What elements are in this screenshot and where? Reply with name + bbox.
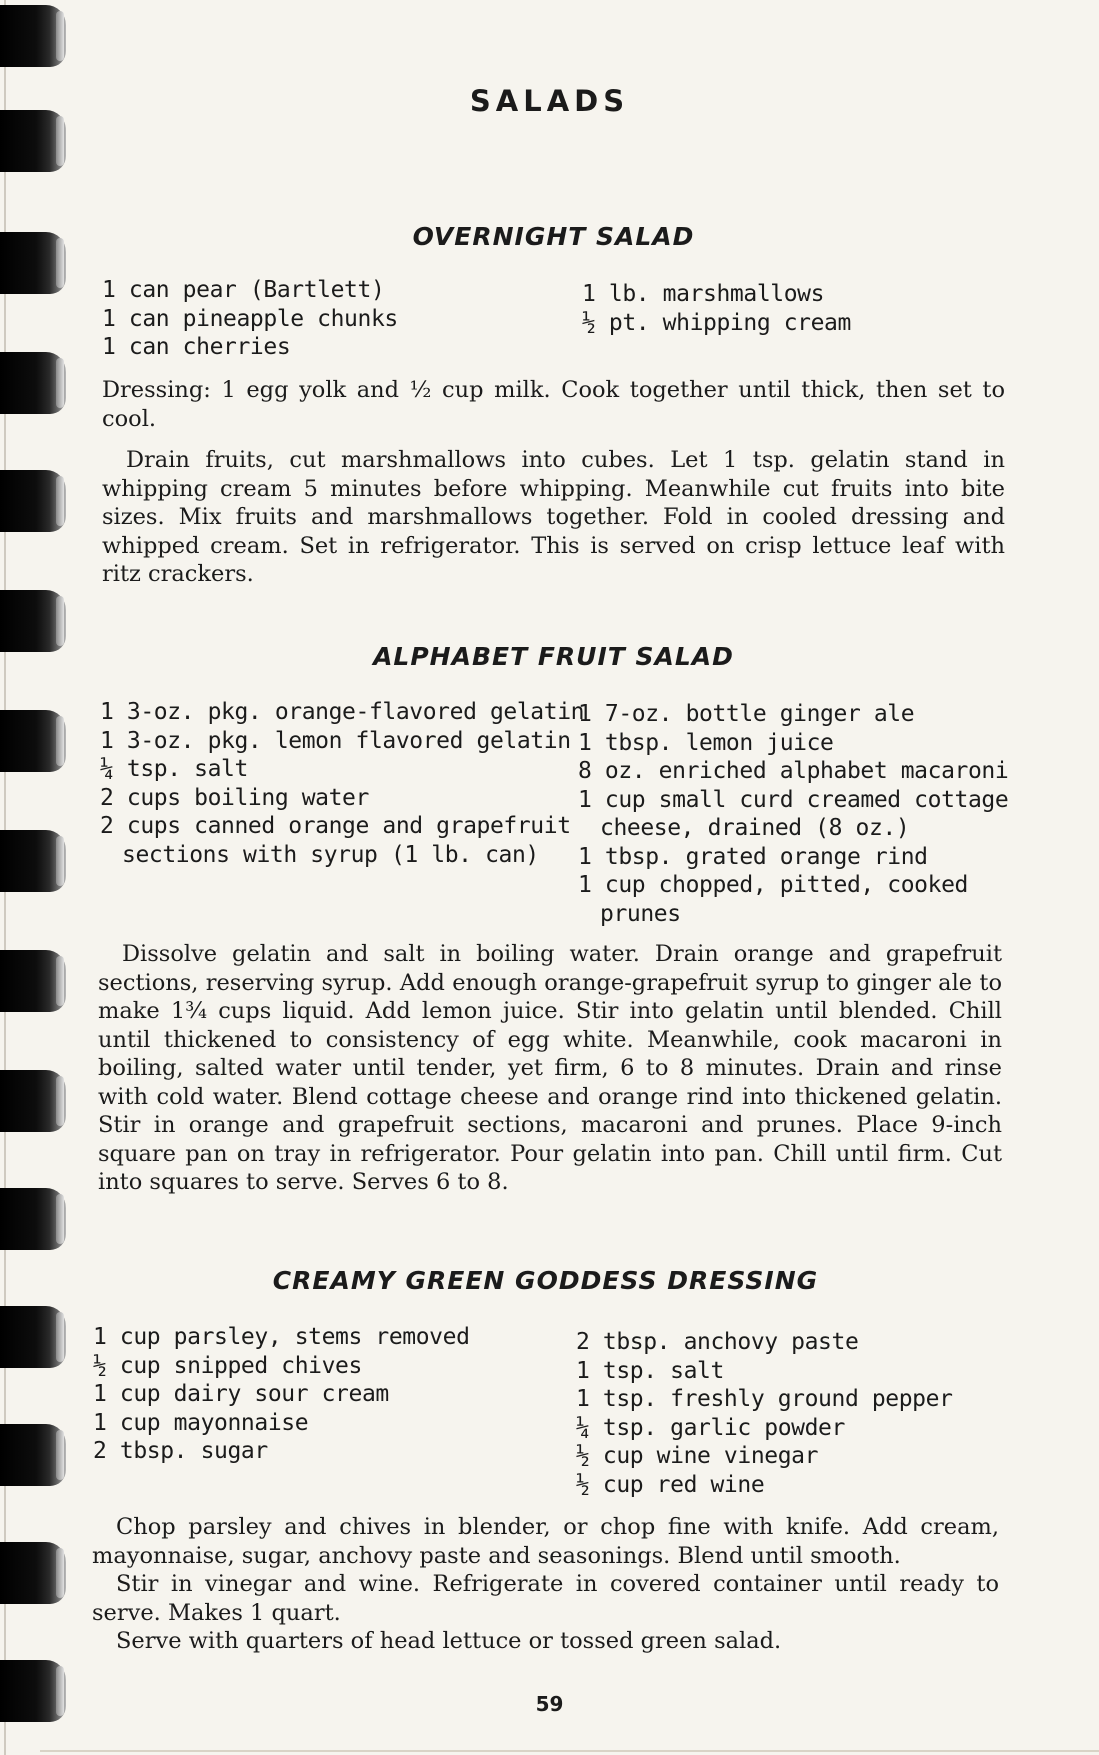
ingredient: 1 tsp. freshly ground pepper	[576, 1386, 953, 1412]
spiral-binding	[0, 0, 80, 1755]
ingredient: 1 can cherries	[102, 334, 291, 360]
ingredient: 1 lb. marshmallows	[582, 281, 825, 307]
ingredient: 1 can pineapple chunks	[102, 305, 398, 332]
direction-paragraph: Serve with quarters of head lettuce or tossed green salad.	[116, 1628, 782, 1654]
ingredients-left	[102, 276, 398, 362]
binding-ring	[0, 5, 66, 67]
ingredient: 2 cups canned orange and grapefruit	[100, 813, 571, 839]
ingredients-right	[578, 700, 1008, 928]
ingredient: 1 tsp. salt	[576, 1357, 724, 1384]
ingredient: 2 tbsp. sugar	[93, 1438, 268, 1464]
binding-ring	[0, 1188, 66, 1250]
binding-ring	[0, 830, 66, 892]
binding-ring	[0, 1070, 66, 1132]
ingredient: 1 7-oz. bottle ginger ale	[578, 701, 915, 727]
recipe-title: CREAMY GREEN GODDESS DRESSING	[272, 1266, 819, 1295]
dressing-line: Dressing: 1 egg yolk and ½ cup milk. Cook together until thick, then set to cool.	[102, 377, 1005, 432]
ingredient: ¼ tsp. garlic powder	[576, 1414, 845, 1441]
direction-paragraph: Drain fruits, cut marshmallows into cubes. Let 1 tsp. gelatin stand in whipping cream 5 minutes before whipping. Meanwhile cut fruits into bite sizes. Mix fruits and marshmallows together. Fold in cooled dressing and whipped cream. Set in refrigerator. This is served on crisp lettuce leaf with ritz crackers.	[102, 447, 1005, 587]
ingredient: ¼ tsp. salt	[100, 756, 248, 782]
direction-paragraph: Stir in vinegar and wine. Refrigerate in covered container until ready to serve. Makes 1 quart.	[92, 1571, 999, 1626]
ingredient: 8 oz. enriched alphabet macaroni	[578, 758, 1009, 784]
binding-ring	[0, 470, 66, 532]
ingredient: cheese, drained (8 oz.)	[600, 815, 910, 841]
ingredient: 1 tbsp. lemon juice	[578, 729, 834, 756]
ingredients-right	[582, 280, 851, 337]
direction-paragraph: Dissolve gelatin and salt in boiling water. Drain orange and grapefruit sections, reserving syrup. Add enough orange-grapefruit syrup to ginger ale to make 1¾ cups liquid. Add lemon juice. Stir into gelatin until blended. Chill until thickened to consistency of egg white. Meanwhile, cook macaroni in boiling, salted water until tender, yet firm, 6 to 8 minutes. Drain and rinse with cold water. Blend cottage cheese and orange rind into thickened gelatin. Stir in orange and grapefruit sections, macaroni and prunes. Place 9-inch square pan on tray in refrigerator. Pour gelatin into pan. Chill until firm. Cut into squares to serve. Serves 6 to 8.	[98, 941, 1002, 1195]
ingredient: ½ cup wine vinegar	[576, 1443, 819, 1469]
binding-ring	[0, 1542, 66, 1604]
direction-paragraph: Chop parsley and chives in blender, or chop fine with knife. Add cream, mayonnaise, sugar, anchovy paste and seasonings. Blend until smooth.	[92, 1514, 999, 1569]
ingredient: 1 can pear (Bartlett)	[102, 277, 385, 303]
ingredient: 1 cup parsley, stems removed	[93, 1324, 470, 1350]
ingredients-left	[100, 698, 584, 869]
ingredient: 1 3-oz. pkg. lemon flavored gelatin	[100, 727, 571, 754]
page-title: SALADS	[469, 84, 630, 118]
ingredient: ½ cup red wine	[576, 1471, 765, 1498]
page-number: 59	[535, 1692, 564, 1716]
binding-ring	[0, 710, 66, 772]
ingredient: 1 cup small curd creamed cottage	[578, 786, 1009, 813]
ingredient: sections with syrup (1 lb. can)	[122, 841, 539, 868]
ingredient: ½ cup snipped chives	[93, 1352, 362, 1379]
directions	[102, 446, 1005, 589]
recipe-title: OVERNIGHT SALAD	[412, 222, 695, 251]
dressing-text	[102, 376, 1005, 433]
binding-ring	[0, 1306, 66, 1368]
ingredients-left	[93, 1323, 470, 1466]
binding-ring	[0, 950, 66, 1012]
ingredient: 1 cup dairy sour cream	[93, 1381, 389, 1407]
ingredient: ½ pt. whipping cream	[582, 309, 851, 336]
binding-ring	[0, 110, 66, 172]
ingredient: 1 cup chopped, pitted, cooked	[578, 872, 968, 898]
ingredient: 1 tbsp. grated orange rind	[578, 843, 928, 870]
ingredients-right	[576, 1328, 953, 1499]
recipe-title: ALPHABET FRUIT SALAD	[373, 642, 734, 671]
binding-ring	[0, 1424, 66, 1486]
ingredient: 2 cups boiling water	[100, 784, 369, 811]
directions	[92, 1513, 999, 1656]
directions	[98, 940, 1002, 1197]
ingredient: 1 3-oz. pkg. orange-flavored gelatin	[100, 699, 585, 725]
ingredient: 2 tbsp. anchovy paste	[576, 1329, 859, 1355]
binding-ring	[0, 352, 66, 414]
ingredient: prunes	[600, 900, 681, 927]
page-bottom-edge	[40, 1750, 1099, 1752]
ingredient: 1 cup mayonnaise	[93, 1409, 309, 1436]
